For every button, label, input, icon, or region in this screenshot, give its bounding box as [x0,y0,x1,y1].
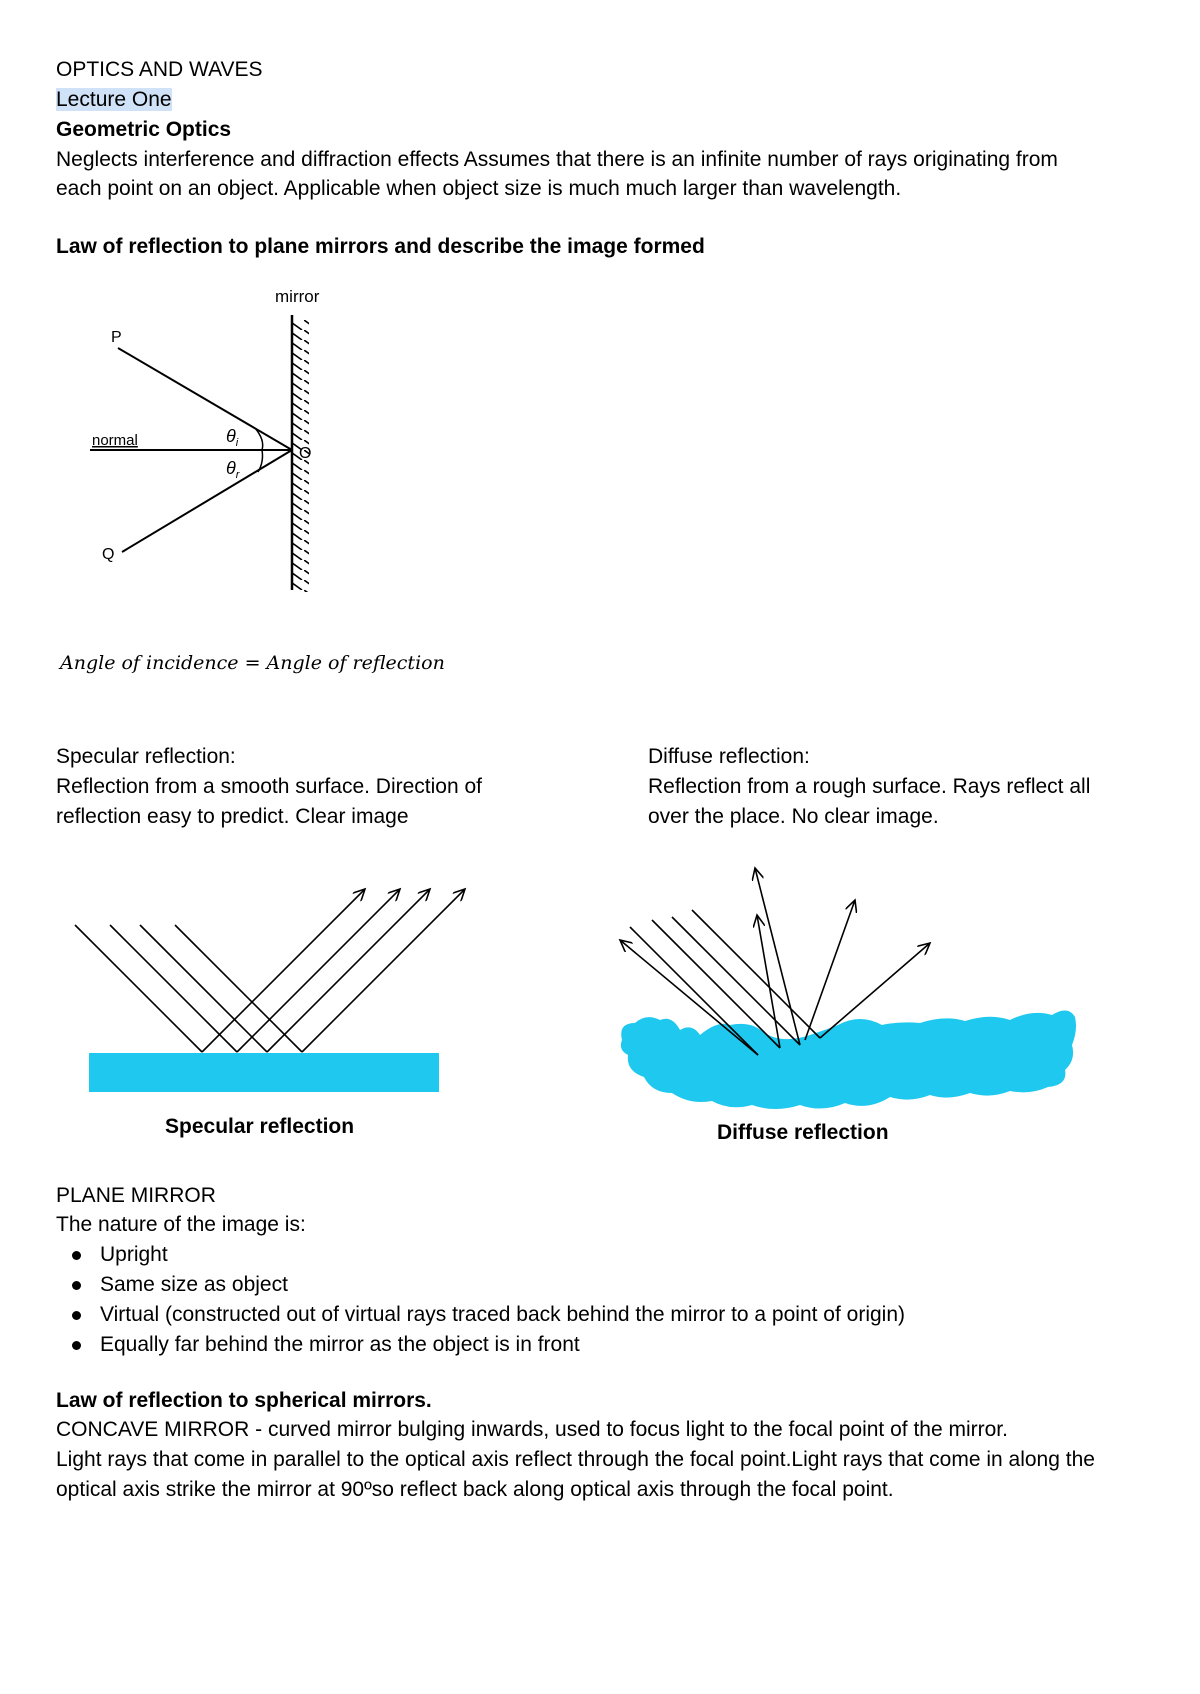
specular-rays [75,889,465,1052]
mirror-label: mirror [275,287,320,306]
specular-line-1: Reflection from a smooth surface. Direction of [56,775,483,798]
spherical-line-2: Light rays that come in parallel to the optical axis reflect through the focal point.Light rays that come in along the [56,1448,1095,1471]
plane-mirror-intro: The nature of the image is: [56,1213,306,1236]
theta-r-label: $\theta_r$ [226,458,240,481]
spherical-line-3: optical axis strike the mirror at 90ºso reflect back along optical axis through the focal point. [56,1478,894,1501]
list-item: Equally far behind the mirror as the object is in front [56,1330,905,1360]
reflected-ray-3 [267,889,430,1052]
diffuse-text [648,742,1090,832]
rough-surface [621,1010,1076,1109]
list-item: Virtual (constructed out of virtual rays traced back behind the mirror to a point of origin) [56,1300,905,1330]
course-title: OPTICS AND WAVES [56,58,263,81]
reflected-ray [122,450,292,552]
diffuse-caption: Diffuse reflection [717,1121,889,1144]
lecture-highlight: Lecture One [56,88,172,111]
specular-title: Specular reflection: [56,745,236,768]
intro-line-2: each point on an object. Applicable when object size is much much larger than wavelength. [56,177,902,200]
list-item: Same size as object [56,1270,905,1300]
specular-diagram [70,880,490,1140]
reflection-equation: Angle of incidence = Angle of reflection [60,652,445,674]
theta-i-label: $\theta_i$ [226,426,239,449]
plane-mirror-diagram [80,280,360,610]
reflected-ray-1 [202,889,365,1052]
bullet-icon [72,1341,81,1350]
plane-law-heading: Law of reflection to plane mirrors and describe the image formed [56,235,705,258]
diffuse-incident-ray-4 [692,910,820,1038]
diffuse-diagram [600,855,1090,1155]
normal-label: normal [92,432,138,449]
spherical-heading: Law of reflection to spherical mirrors. [56,1389,432,1412]
list-item: Upright [56,1240,905,1270]
diffuse-reflected-ray-3 [755,868,800,1045]
smooth-surface [89,1053,439,1092]
incident-ray-4 [175,925,302,1052]
point-o-label: O [299,445,312,462]
specular-line-2: reflection easy to predict. Clear image [56,805,409,828]
reflected-ray-2 [237,889,400,1052]
diffuse-line-2: over the place. No clear image. [648,805,939,828]
bullet-icon [72,1311,81,1320]
specular-text [56,742,482,832]
reflected-ray-4 [302,889,465,1052]
diffuse-title: Diffuse reflection: [648,745,810,768]
spherical-line-1: CONCAVE MIRROR - curved mirror bulging inwards, used to focus light to the focal point of the mirror. [56,1418,1008,1441]
incident-ray-1 [75,925,202,1052]
point-q-label: Q [102,546,115,563]
point-p-label: P [111,329,122,346]
intro-line-1: Neglects interference and diffraction effects Assumes that there is an infinite number of rays originating from [56,148,1058,171]
incident-ray [118,348,292,450]
lecture-label [56,86,172,114]
diffuse-reflected-ray-4 [805,900,855,1040]
incident-ray-2 [110,925,237,1052]
plane-mirror-title: PLANE MIRROR [56,1184,216,1207]
bullet-icon [72,1281,81,1290]
image-nature-list [56,1240,905,1360]
section-heading: Geometric Optics [56,118,232,141]
diffuse-line-1: Reflection from a rough surface. Rays reflect all [648,775,1091,798]
bullet-icon [72,1251,81,1260]
specular-caption: Specular reflection [165,1115,355,1138]
incident-ray-3 [140,925,267,1052]
